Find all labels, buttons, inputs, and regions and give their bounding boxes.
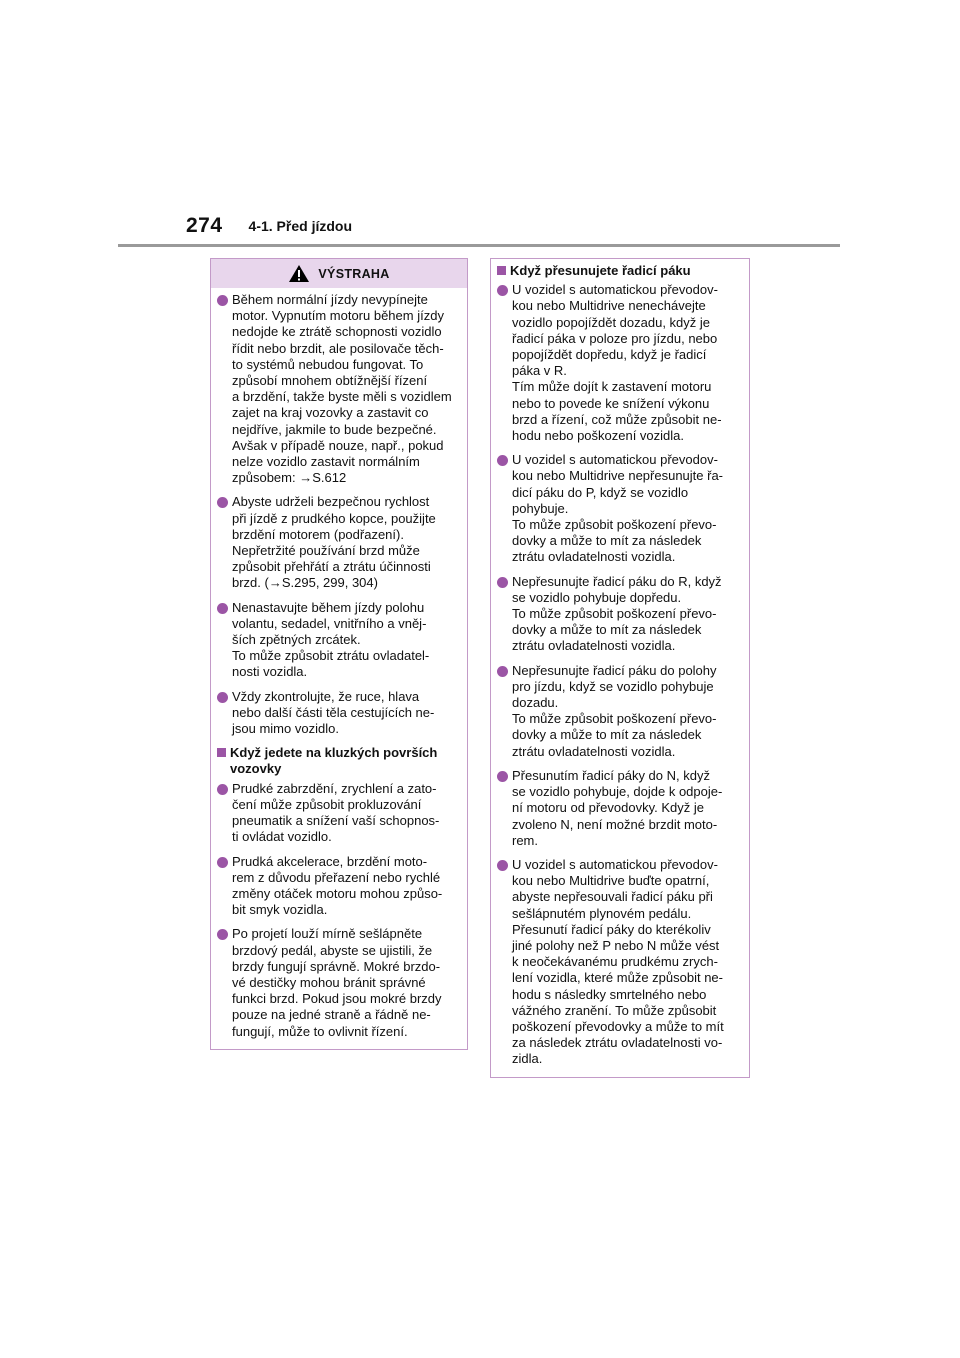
- gear-shift-box: [490, 258, 750, 1078]
- square-bullet-icon: [497, 266, 506, 275]
- list-item: U vozidel s automatickou převodov- kou nebo Multidrive nepřesunujte řa- dicí páku do P, když se vozidlo pohybuje. To může způsobit poškození převo- dovky a může to mít za následek ztrátu ovladatelnosti vozidla.: [497, 452, 743, 565]
- bullet-dot-icon: [497, 577, 508, 588]
- bullet-dot-icon: [217, 784, 228, 795]
- bullet-dot-icon: [497, 285, 508, 296]
- subsection-heading: Když jedete na kluzkých površích vozovky: [217, 745, 461, 777]
- list-item: Prudké zabrzdění, zrychlení a zato- čení může způsobit prokluzování pneumatik a snížení vaší schopnos- ti ovládat vozidlo.: [217, 781, 461, 846]
- square-bullet-icon: [217, 748, 226, 757]
- bullet-dot-icon: [217, 295, 228, 306]
- bullet-dot-icon: [217, 857, 228, 868]
- list-item: U vozidel s automatickou převodov- kou nebo Multidrive nenechávejte vozidlo popojíždět dozadu, když je řadicí páka v poloze pro jízdu, nebo popojíždět dopředu, když je řadicí páka v R. Tím může dojít k zastavení motoru nebo to povede ke snížení výkonu brzd a řízení, což může způsobit ne- hodu nebo poškození vozidla.: [497, 282, 743, 444]
- warning-title: VÝSTRAHA: [318, 266, 390, 281]
- warning-triangle-icon: [288, 264, 310, 283]
- bullet-dot-icon: [497, 455, 508, 466]
- list-item: Abyste udrželi bezpečnou rychlost při jízdě z prudkého kopce, použijte brzdění motorem (podřazení). Nepřetržité používání brzd může způsobit přehřátí a ztrátu účinnosti brzd. (→S.295, 299, 304): [217, 494, 461, 591]
- subsection-heading: Když přesunujete řadicí páku: [497, 263, 743, 279]
- header-rule: [118, 244, 840, 247]
- list-item: Nepřesunujte řadicí páku do polohy pro jízdu, když se vozidlo pohybuje dozadu. To může způsobit poškození převo- dovky a může to mít za následek ztrátu ovladatelnosti vozidla.: [497, 663, 743, 760]
- list-item: Nepřesunujte řadicí páku do R, když se vozidlo pohybuje dopředu. To může způsobit poškození převo- dovky a může to mít za následek ztrátu ovladatelnosti vozidla.: [497, 574, 743, 655]
- bullet-dot-icon: [497, 771, 508, 782]
- list-item: Po projetí louží mírně sešlápněte brzdový pedál, abyste se ujistili, že brzdy fungují správně. Mokré brzdo- vé destičky mohou bránit správné funkci brzd. Pokud jsou mokré brzdy pouze na jedné straně a řádně ne- fungují, může to ovlivnit řízení.: [217, 926, 461, 1039]
- list-item: Během normální jízdy nevypínejte motor. Vypnutím motoru během jízdy nedojde ke ztrátě schopnosti vozidlo řídit nebo brzdit, ale posilovače těch- to systémů nebudou fungovat. To způsobí mnohem obtížnější řízení a brzdění, takže byste měli s vozidlem zajet na kraj vozovky a zastavit co nejdříve, jakmile to bude bezpečné. Avšak v případě nouze, např., pokud nelze vozidlo zastavit normálním způsobem: →S.612: [217, 292, 461, 486]
- page-header: [186, 214, 352, 238]
- list-item: U vozidel s automatickou převodov- kou nebo Multidrive buďte opatrní, abyste nepřesouvali řadicí páku při sešlápnutém plynovém pedálu. Přesunutí řadicí páky do kterékoliv jiné polohy než P nebo N může vést k neočekávanému prudkému zrych- lení vozidla, které může způsobit ne- hodu s následky smrtelného nebo vážného zranění. To může způsobit poškození převodovky a může to mít za následek ztrátu ovladatelnosti vo- zidla.: [497, 857, 743, 1068]
- bullet-dot-icon: [217, 497, 228, 508]
- warning-header: [211, 259, 467, 288]
- bullet-dot-icon: [217, 929, 228, 940]
- list-item: Nenastavujte během jízdy polohu volantu, sedadel, vnitřního a vněj- ších zpětných zrcátek. To může způsobit ztrátu ovladatel- nosti vozidla.: [217, 600, 461, 681]
- list-item: Přesunutím řadicí páky do N, když se vozidlo pohybuje, dojde k odpoje- ní motoru od převodovky. Když je zvoleno N, není možné brzdit moto- rem.: [497, 768, 743, 849]
- list-item: Vždy zkontrolujte, že ruce, hlava nebo další části těla cestujících ne- jsou mimo vozidlo.: [217, 689, 461, 738]
- page-number: 274: [186, 214, 223, 237]
- list-item: Prudká akcelerace, brzdění moto- rem z důvodu přeřazení nebo rychlé změny otáček motoru mohou způso- bit smyk vozidla.: [217, 854, 461, 919]
- bullet-dot-icon: [497, 860, 508, 871]
- bullet-dot-icon: [217, 603, 228, 614]
- section-title: 4-1. Před jízdou: [248, 218, 353, 234]
- bullet-dot-icon: [217, 692, 228, 703]
- bullet-dot-icon: [497, 666, 508, 677]
- warning-box: [210, 258, 468, 1050]
